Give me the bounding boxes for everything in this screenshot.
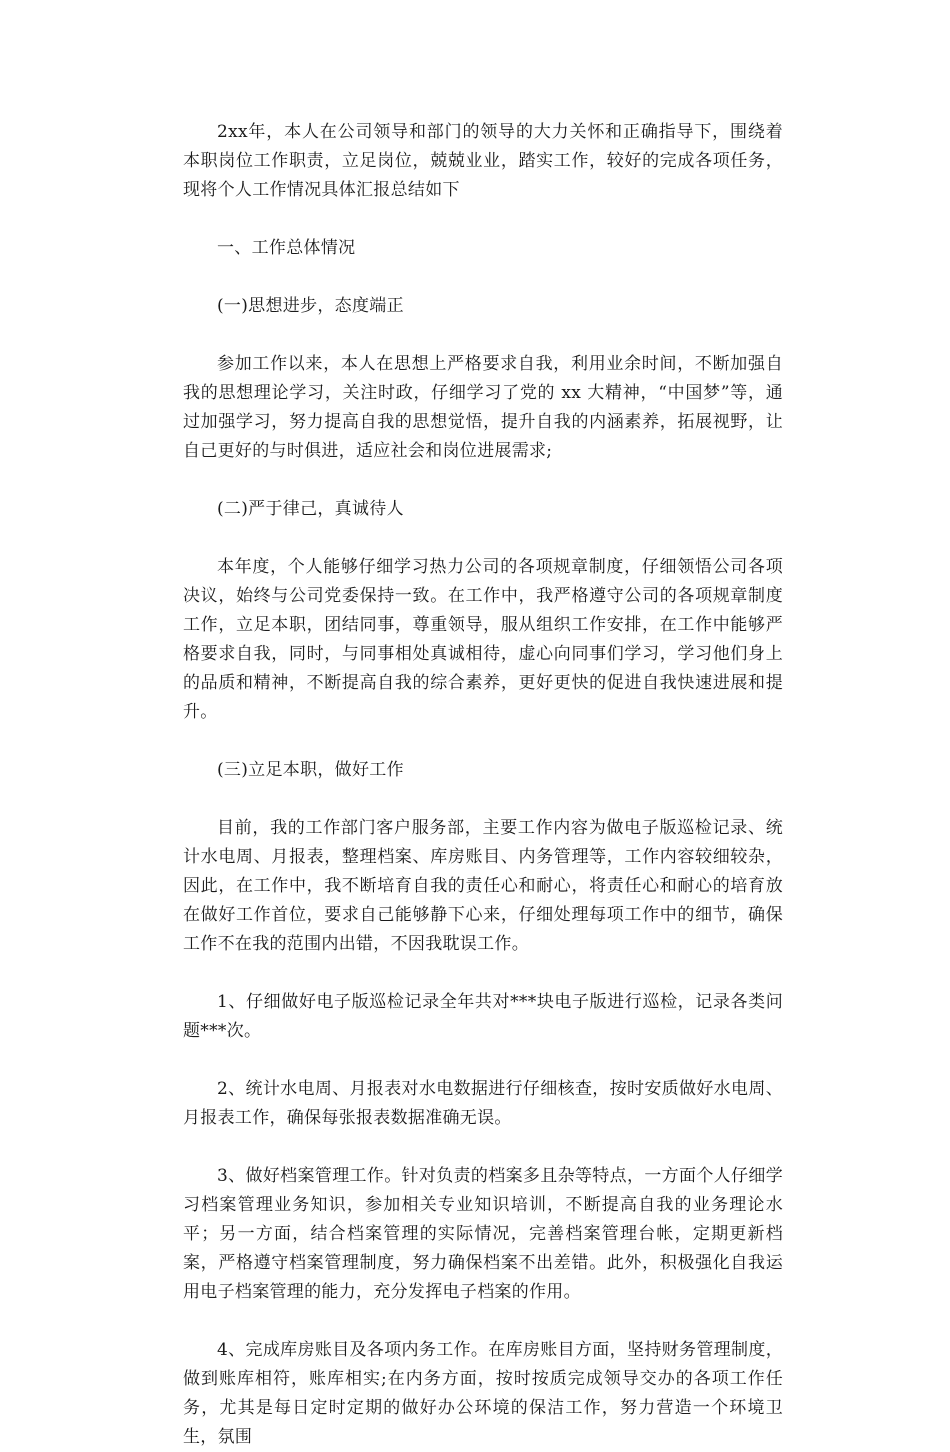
section-heading-overall: 一、工作总体情况 <box>217 238 356 258</box>
document-body <box>183 118 783 1452</box>
list-item-2: 2、统计水电周、月报表对水电数据进行仔细核查，按时安质做好水电周、月报表工作，确保每张报表数据准确无误。 <box>183 1079 783 1128</box>
paragraph-gap <box>183 1046 783 1075</box>
paragraph-gap <box>183 205 783 234</box>
body-paragraph-work: 目前，我的工作部门客户服务部，主要工作内容为做电子版巡检记录、统计水电周、月报表，整理档案、库房账目、内务管理等，工作内容较细较杂，因此，在工作中，我不断培育自我的责任心和耐心，将责任心和耐心的培育放在做好工作首位，要求自己能够静下心来，仔细处理每项工作中的细节，确保工作不在我的范围内出错，不因我耽误工作。 <box>183 818 783 954</box>
paragraph-gap <box>183 466 783 495</box>
subheading-thought: (一)思想进步，态度端正 <box>217 296 404 316</box>
paragraph-gap <box>183 785 783 814</box>
body-paragraph-discipline: 本年度，个人能够仔细学习热力公司的各项规章制度，仔细领悟公司各项决议，始终与公司党委保持一致。在工作中，我严格遵守公司的各项规章制度工作，立足本职，团结同事，尊重领导，服从组织工作安排，在工作中能够严格要求自我，同时，与同事相处真诚相待，虚心向同事们学习，学习他们身上的品质和精神，不断提高自我的综合素养，更好更快的促进自我快速进展和提升。 <box>183 557 783 722</box>
body-paragraph-thought: 参加工作以来，本人在思想上严格要求自我，利用业余时间，不断加强自我的思想理论学习，关注时政，仔细学习了党的 xx 大精神，“中国梦”等，通过加强学习，努力提高自我的思想觉悟，提升自我的内涵素养，拓展视野，让自己更好的与时俱进，适应社会和岗位进展需求; <box>183 354 783 461</box>
intro-paragraph: 2xx年，本人在公司领导和部门的领导的大力关怀和正确指导下，围绕着本职岗位工作职责，立足岗位，兢兢业业，踏实工作，较好的完成各项任务，现将个人工作情况具体汇报总结如下 <box>183 122 783 200</box>
paragraph-gap <box>183 1307 783 1336</box>
paragraph-gap <box>183 321 783 350</box>
paragraph-gap <box>183 263 783 292</box>
paragraph-gap <box>183 524 783 553</box>
paragraph-gap <box>183 959 783 988</box>
paragraph-gap <box>183 727 783 756</box>
list-item-3: 3、做好档案管理工作。针对负责的档案多且杂等特点，一方面个人仔细学习档案管理业务知识，参加相关专业知识培训，不断提高自我的业务理论水平；另一方面，结合档案管理的实际情况，完善档案管理台帐，定期更新档案，严格遵守档案管理制度，努力确保档案不出差错。此外，积极强化自我运用电子档案管理的能力，充分发挥电子档案的作用。 <box>183 1166 783 1302</box>
subheading-work: (三)立足本职，做好工作 <box>217 760 404 780</box>
paragraph-gap <box>183 1133 783 1162</box>
list-item-1: 1、仔细做好电子版巡检记录全年共对***块电子版进行巡检，记录各类问题***次。 <box>183 992 783 1041</box>
subheading-discipline: (二)严于律己，真诚待人 <box>217 499 404 519</box>
list-item-4: 4、完成库房账目及各项内务工作。在库房账目方面，坚持财务管理制度，做到账库相符，账库相实;在内务方面，按时按质完成领导交办的各项工作任务，尤其是每日定时定期的做好办公环境的保洁工作，努力营造一个环境卫生，氛围 <box>183 1340 783 1447</box>
